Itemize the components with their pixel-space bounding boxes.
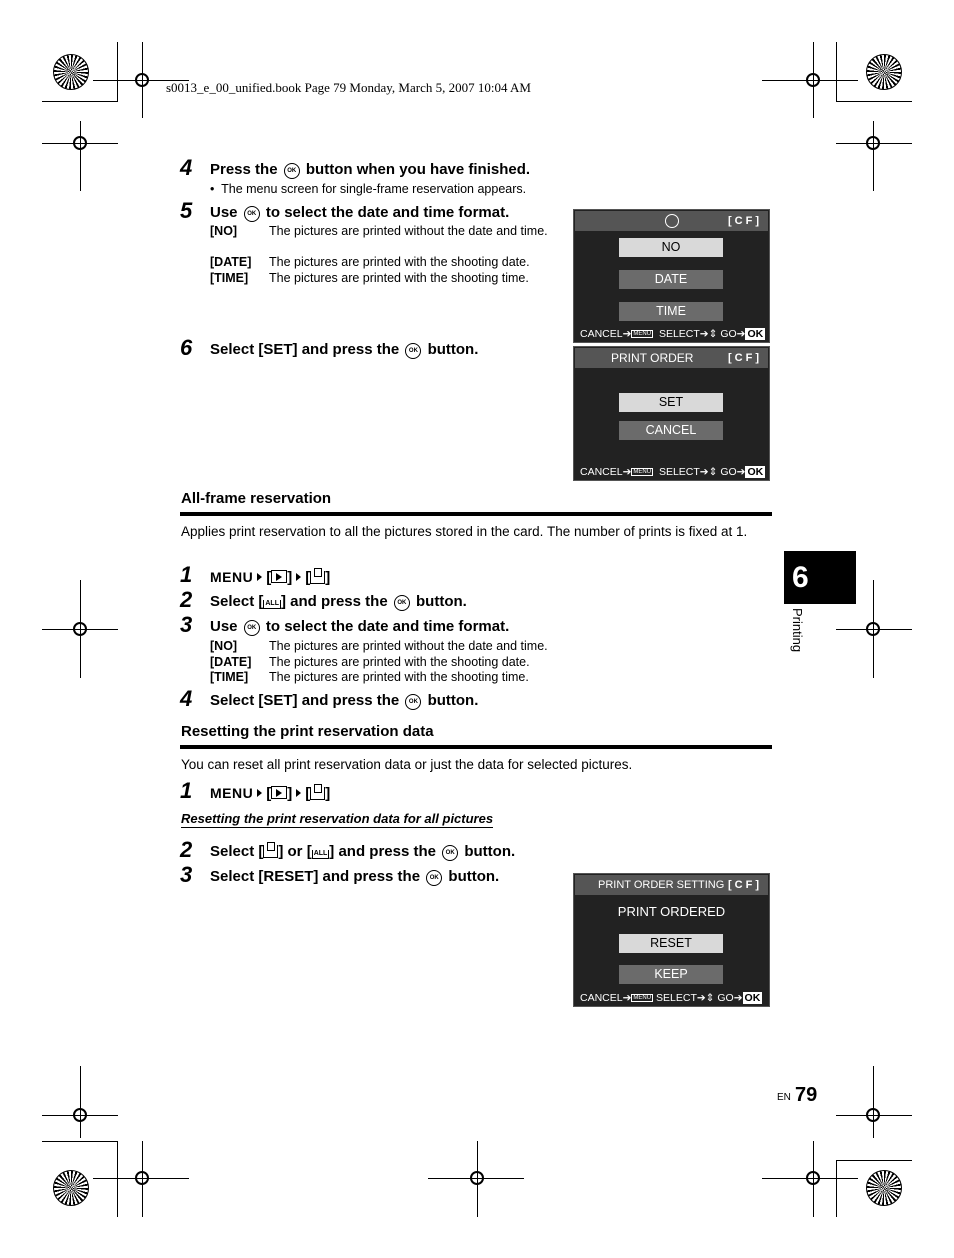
step-number: 2 — [180, 587, 193, 612]
chapter-label: Printing — [790, 608, 805, 653]
step-number: 2 — [180, 837, 193, 862]
menu-path: MENU [ ] [ ] — [210, 569, 331, 586]
clock-icon — [665, 214, 679, 228]
chapter-tab: 6 — [784, 551, 856, 604]
menu-path: MENU [ ] [ ] — [210, 785, 331, 802]
step-text: Press the OK button when you have finished. — [210, 161, 531, 178]
step-number: 4 — [180, 155, 193, 180]
all-print-icon: ALL — [265, 600, 279, 607]
print-icon — [310, 787, 325, 800]
lcd-print-order-setting-screen: PRINT ORDER SETTING [CF] PRINT ORDERED RESET KEEP CANCEL➔ MENU SELECT➔⇕ GO➔ OK — [573, 873, 770, 1007]
print-icon — [263, 845, 278, 858]
section-heading: All-frame reservation — [181, 490, 332, 507]
menu-item-cancel: CANCEL — [619, 421, 723, 440]
step-text: Select [ ALL ] and press the OK button. — [210, 593, 467, 610]
step-text: Use OK to select the date and time format. — [210, 618, 510, 635]
page-lang: EN — [777, 1092, 791, 1103]
step-text: Use OK to select the date and time format. — [210, 204, 510, 221]
sub-heading: Resetting the print reservation data for all pictures — [181, 811, 494, 826]
format-options: [NO] The pictures are printed without the date and time. [DATE] The pictures are printed with the shooting date. [TIME] The pictures are printed with the shooting time. — [210, 639, 548, 684]
menu-item-set: SET — [619, 393, 723, 412]
page-number: 79 — [795, 1084, 818, 1106]
step-number: 4 — [180, 686, 193, 711]
step-number: 5 — [180, 198, 193, 223]
playback-icon — [271, 570, 287, 583]
step-text: Select [SET] and press the OK button. — [210, 692, 479, 709]
print-icon — [310, 571, 325, 584]
step-text: Select [ ] or [ ALL ] and press the OK button. — [210, 843, 516, 860]
menu-item-time: TIME — [619, 302, 723, 321]
all-print-icon: ALL — [313, 850, 328, 857]
step-number: 6 — [180, 335, 193, 360]
step-text: Select [SET] and press the OK button. — [210, 341, 479, 358]
section-body: Applies print reservation to all the pictures stored in the card. The number of prints is fixed at 1. — [181, 524, 748, 539]
ok-button-icon: OK — [394, 595, 410, 611]
menu-item-keep: KEEP — [619, 965, 723, 984]
ok-button-icon: OK — [244, 206, 260, 222]
step-number: 1 — [180, 778, 193, 803]
lcd-print-order-screen: PRINT ORDER [CF] SET CANCEL CANCEL➔ MENU SELECT➔⇕ GO➔ OK — [573, 346, 770, 481]
step-number: 3 — [180, 862, 193, 887]
lcd-footer: CANCEL➔ MENU SELECT➔⇕ GO➔ OK — [580, 992, 761, 1004]
playback-icon — [271, 786, 287, 799]
format-options: [NO] The pictures are printed without the date and time. [DATE] The pictures are printed with the shooting date. [TIME] The pictures are printed with the shooting time. — [210, 224, 548, 285]
section-body: You can reset all print reservation data or just the data for selected pictures. — [181, 757, 633, 772]
section-rule — [180, 745, 772, 749]
ok-button-icon: OK — [284, 163, 300, 179]
lcd-footer: CANCEL➔ MENU SELECT➔⇕ GO➔ OK — [580, 466, 764, 478]
ok-button-icon: OK — [405, 694, 421, 710]
menu-item-reset: RESET — [619, 934, 723, 953]
step-text: Select [RESET] and press the OK button. — [210, 868, 500, 885]
ok-button-icon: OK — [426, 870, 442, 886]
ok-button-icon: OK — [405, 343, 421, 359]
menu-item-no: NO — [619, 238, 723, 257]
section-rule — [180, 512, 772, 516]
ok-button-icon: OK — [442, 845, 458, 861]
section-heading: Resetting the print reservation data — [181, 723, 434, 740]
note: • The menu screen for single-frame reservation appears. — [210, 182, 527, 196]
lcd-date-format-screen: [CF] NO DATE TIME CANCEL➔ MENU SELECT➔⇕ GO➔ OK — [573, 209, 770, 343]
step-number: 1 — [180, 562, 193, 587]
ok-button-icon: OK — [244, 620, 260, 636]
bullet: • — [210, 182, 215, 196]
print-header: s0013_e_00_unified.book Page 79 Monday, March 5, 2007 10:04 AM — [166, 80, 531, 95]
menu-item-date: DATE — [619, 270, 723, 289]
print-ordered-label: PRINT ORDERED — [617, 904, 726, 919]
lcd-footer: CANCEL➔ MENU SELECT➔⇕ GO➔ OK — [580, 328, 764, 340]
step-number: 3 — [180, 612, 193, 637]
